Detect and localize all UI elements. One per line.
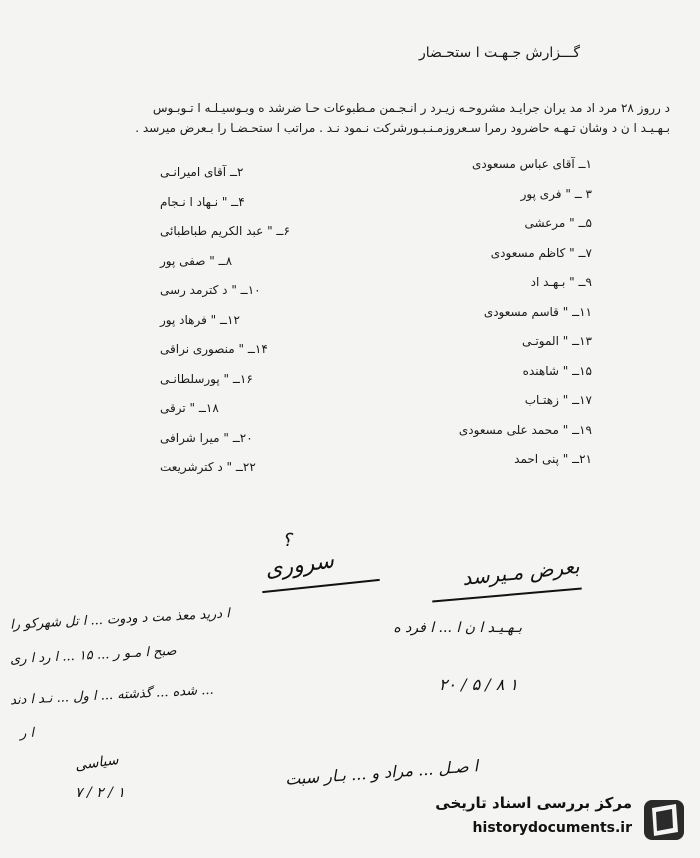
- list-item: [160, 217, 400, 247]
- signature-underline: [432, 587, 582, 602]
- list-item-text: ۱۸ــ " ترقی: [160, 401, 219, 415]
- list-item-text: ۸ــ " صفی پور: [160, 253, 233, 268]
- watermark: [432, 790, 692, 850]
- list-item: ۱۷ــ " زهتـاب: [524, 393, 592, 407]
- list-item: ۱۵ــ " شاهنده: [522, 363, 592, 378]
- handwritten-signature-left: سروری: [263, 548, 336, 583]
- list-item: ۷ــ " کاظم مسعودی: [490, 245, 592, 260]
- list-item-text: ۶ــ " عبد الکریم طباطبائی: [160, 224, 290, 238]
- list-item-text: ۱۶ــ " پورسلطانـی: [160, 371, 253, 386]
- list-item: ۱۳ــ " الموتـی: [521, 334, 592, 348]
- list-item-text: ۲۲ــ " د کترشریعت: [160, 460, 256, 474]
- list-item: [160, 306, 400, 336]
- list-item: ۱ــ آقای عباس مسعودی: [472, 157, 592, 171]
- attendee-list-left: [160, 158, 400, 483]
- handwritten-date-right: ۱ ۸ / ۵ / ۲۰: [438, 675, 518, 694]
- list-item: ۱۹ــ " محمد علی مسعودی: [458, 422, 592, 437]
- list-item: ۱۱ــ " قاسم مسعودی: [483, 304, 592, 319]
- handwritten-label-left: سیاسی: [74, 752, 120, 774]
- list-item: [160, 335, 400, 365]
- list-item-text: ۱۲ــ " فرهاد پور: [160, 312, 240, 327]
- list-item-text: ۲ــ آقای امیرانـی: [160, 165, 244, 179]
- list-item: ۳ ــ " فری پور: [520, 186, 592, 201]
- handwritten-mark: ؟: [282, 530, 292, 551]
- paragraph-line-2: بـهـیـد ا ن د وشان تـهـه حاضرود رمرا سـعروزمـنـبـورشرکت نـمود نـد . مراتب ا ستحـضـا را بـعرض میرسد .: [135, 121, 670, 135]
- handwritten-signature-bottom: ا صـل ... مراد و ... بـار سبت: [284, 756, 479, 789]
- handwritten-note-line: ا ر: [19, 725, 35, 742]
- list-item-text: ۲۰ــ " میرا شرافی: [160, 430, 253, 445]
- list-item-text: ۱۴ــ " منصوری نراقی: [160, 342, 268, 356]
- handwritten-note-line: ا درید معذ مت د ودوت ... ا تل شهرکو را: [9, 606, 231, 633]
- list-item: [160, 188, 400, 218]
- list-item: ۲۱ــ " پنی احمد: [514, 452, 592, 466]
- watermark-url: historydocuments.ir: [472, 820, 632, 836]
- archive-logo-icon: [640, 792, 692, 844]
- watermark-title: مرکز بررسی اسناد تاریخی: [435, 794, 632, 812]
- list-item: [160, 394, 400, 424]
- handwritten-note-line: ... شده ... گذشته ... ا ول ... نـد ا دند: [9, 682, 214, 709]
- handwritten-note-line: صبح ا مـو ر ... ۱۵ ... ا رد ا ری: [9, 643, 177, 668]
- list-item: ۹ــ " بـهـد اد: [530, 275, 592, 289]
- list-item: [160, 453, 400, 483]
- paragraph-line-1: د رروز ۲۸ مرد اد مد یران جرایـد مشروحـه زیـرد ر انـجـمن مـطبوعات حـا ضرشد ه وبـوسیـلـه ا تـوبـوس: [152, 101, 670, 115]
- attendee-list-right: [372, 150, 592, 475]
- list-item: [160, 276, 400, 306]
- handwritten-date-left: ۱ / ۲ / ۷: [75, 785, 125, 801]
- list-item-text: ۱۰ــ " د کترمد رسی: [160, 283, 261, 297]
- list-item: [160, 424, 400, 454]
- list-item: [160, 365, 400, 395]
- document-title: گـــزارش جـهـت ا ستحـضار: [419, 45, 580, 61]
- list-item-text: ۴ــ " نـهاد ا نـجام: [160, 194, 245, 209]
- list-item: ۵ــ " مرعشی: [524, 216, 592, 230]
- list-item: [160, 158, 400, 188]
- signature-underline: [262, 579, 380, 593]
- handwritten-note-right: بـهـیـد ا ن ا ... ا فرد ه: [393, 620, 522, 636]
- list-item: [160, 247, 400, 277]
- handwritten-signature-right: بعرض مـیرسد: [461, 553, 581, 591]
